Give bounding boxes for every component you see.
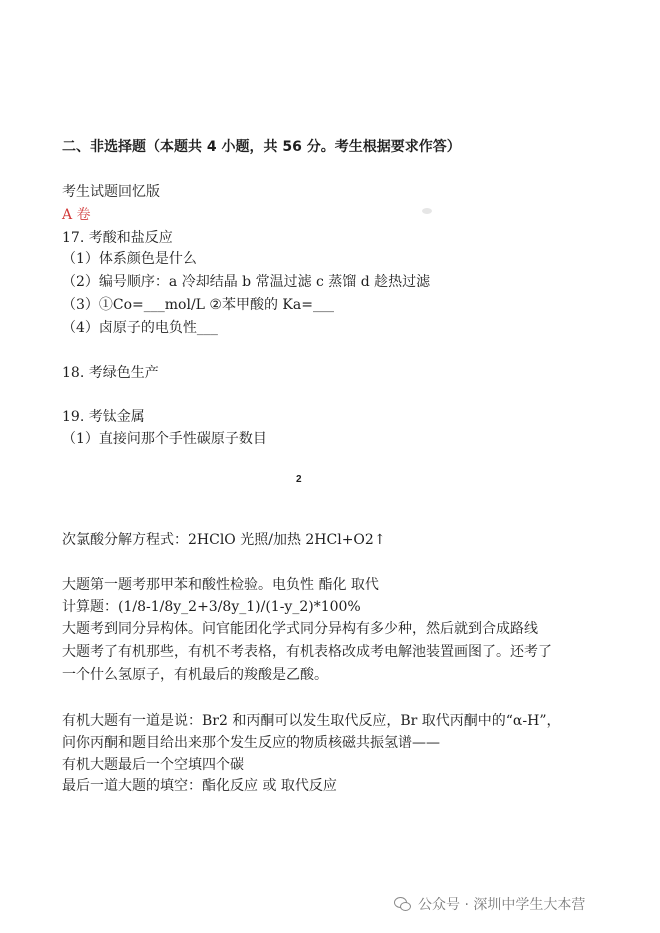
- watermark: [394, 893, 585, 915]
- note-line: 有机大题最后一个空填四个碳: [62, 757, 244, 773]
- note-line: 大题考了有机那些，有机不考表格，有机表格改成考电解池装置画图了。还考了: [62, 644, 552, 660]
- q17-item: （3）①Co=___mol/L ②苯甲酸的 Ka=___: [62, 297, 334, 313]
- scan-mark: [422, 208, 432, 214]
- q18-title: 18. 考绿色生产: [62, 365, 159, 381]
- watermark-text: 公众号 · 深圳中学生大本营: [418, 897, 586, 913]
- q17-title: 17. 考酸和盐反应: [62, 230, 173, 246]
- recall-title: 考生试题回忆版: [62, 184, 160, 200]
- note-line: 问你丙酮和题目给出来那个发生反应的物质核磁共振氢谱——: [62, 735, 440, 751]
- note-line: 计算题：(1/8-1/8y_2+3/8y_1)/(1-y_2)*100%: [62, 599, 361, 615]
- q17-item: （1）体系颜色是什么: [62, 251, 197, 267]
- note-line: 大题考到同分异构体。问官能团化学式同分异构有多少种，然后就到合成路线: [62, 621, 538, 637]
- note-line: 最后一道大题的填空：酯化反应 或 取代反应: [62, 778, 337, 794]
- note-line: 一个什么氢原子，有机最后的羧酸是乙酸。: [62, 667, 328, 683]
- q19-title: 19. 考钛金属: [62, 409, 145, 425]
- paper-label: A 卷: [62, 207, 91, 223]
- q17-item: （4）卤原子的电负性___: [62, 320, 218, 336]
- section-heading: 二、非选择题（本题共 4 小题，共 56 分。考生根据要求作答）: [62, 139, 461, 155]
- note-line: 有机大题有一道是说：Br2 和丙酮可以发生取代反应，Br 取代丙酮中的“α-H”，: [62, 713, 561, 729]
- wechat-icon: [394, 896, 412, 912]
- q17-item: （2）编号顺序：a 冷却结晶 b 常温过滤 c 蒸馏 d 趁热过滤: [62, 274, 431, 290]
- note-line: 次氯酸分解方程式：2HClO 光照/加热 2HCl+O2↑: [62, 532, 386, 548]
- q19-item: （1）直接问那个手性碳原子数目: [62, 431, 267, 447]
- note-line: 大题第一题考那甲苯和酸性检验。电负性 酯化 取代: [62, 577, 379, 593]
- page-number: 2: [296, 474, 302, 485]
